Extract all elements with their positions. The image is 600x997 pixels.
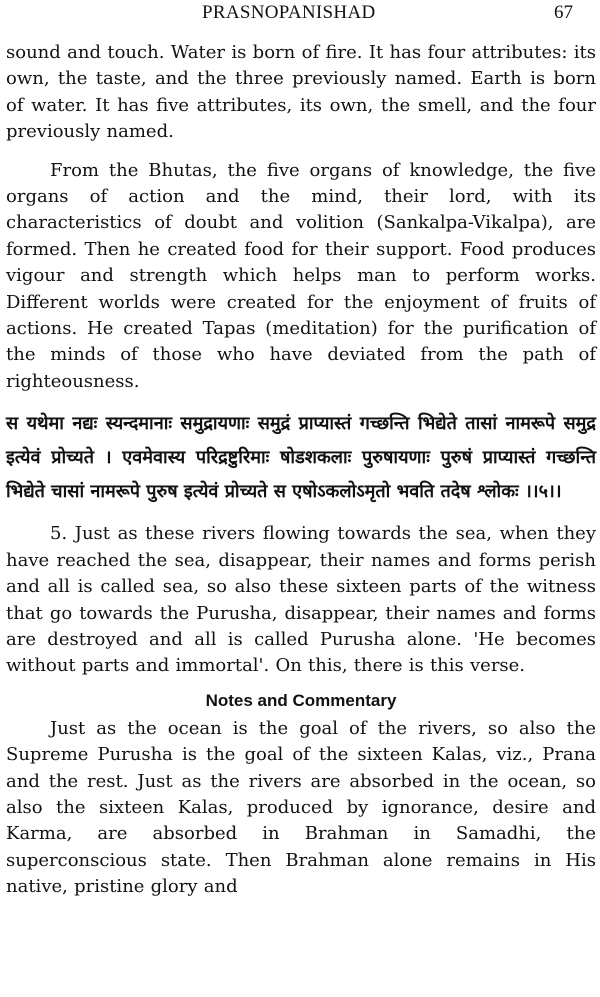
verse-translation: 5. Just as these rivers flowing towards the sea, when they have reached the sea, disappear, their names and forms perish and all is called sea, so also these sixteen parts of the witness that go towards the Purusha, disappear, their names and forms are destroyed and all is called Purusha alone. 'He becomes without parts and immortal'. On this, there is this verse. — [6, 523, 596, 677]
commentary-paragraph: Just as the ocean is the goal of the rivers, so also the Supreme Purusha is the goal of the sixteen Kalas, viz., Prana and the rest. Just as the rivers are absorbed in the ocean, so also the sixteen Kalas, produced by ignorance, desire and Karma, are absorbed in Brahman in Samadhi, the superconscious state. Then Brahman alone remains in His native, pristine glory and — [6, 717, 596, 898]
page-body — [6, 40, 596, 901]
commentary-heading: Notes and Commentary — [205, 690, 397, 710]
sanskrit-verse: स यथेमा नद्यः स्यन्दमानाः समुद्रायणाः समुद्रं प्राप्यास्तं गच्छन्ति भिद्येते तासां नामरूपे समुद्र इत्येवं प्रोच्यते । एवमेवास्य परिद्रष्टुरिमाः षोडशकलाः पुरुषायणाः पुरुषं प्राप्यास्तं गच्छन्ति भिद्येते चासां नामरूपे पुरुष इत्येवं प्रोच्यते स एषोऽकलोऽमृतो भवति तदेष श्लोकः ।।५।। — [6, 413, 596, 503]
page-number: 67 — [554, 2, 573, 23]
book-title: PRASNOPANISHAD — [202, 2, 376, 23]
running-header — [0, 0, 600, 26]
paragraph-bhutas: From the Bhutas, the five organs of knowledge, the five organs of action and the mind, their lord, with its characteristics of doubt and volition (Sankalpa-Vikalpa), are formed. Then he created food for their support. Food produces vigour and strength which helps man to perform works. Different worlds were created for the enjoyment of fruits of actions. He created Tapas (meditation) for the purification of the minds of those who have deviated from the path of righteousness. — [6, 159, 596, 392]
paragraph-continuation: sound and touch. Water is born of fire. It has four attributes: its own, the taste, and the three previously named. Earth is born of water. It has five attributes, its own, the smell, and the four previously named. — [6, 42, 596, 143]
